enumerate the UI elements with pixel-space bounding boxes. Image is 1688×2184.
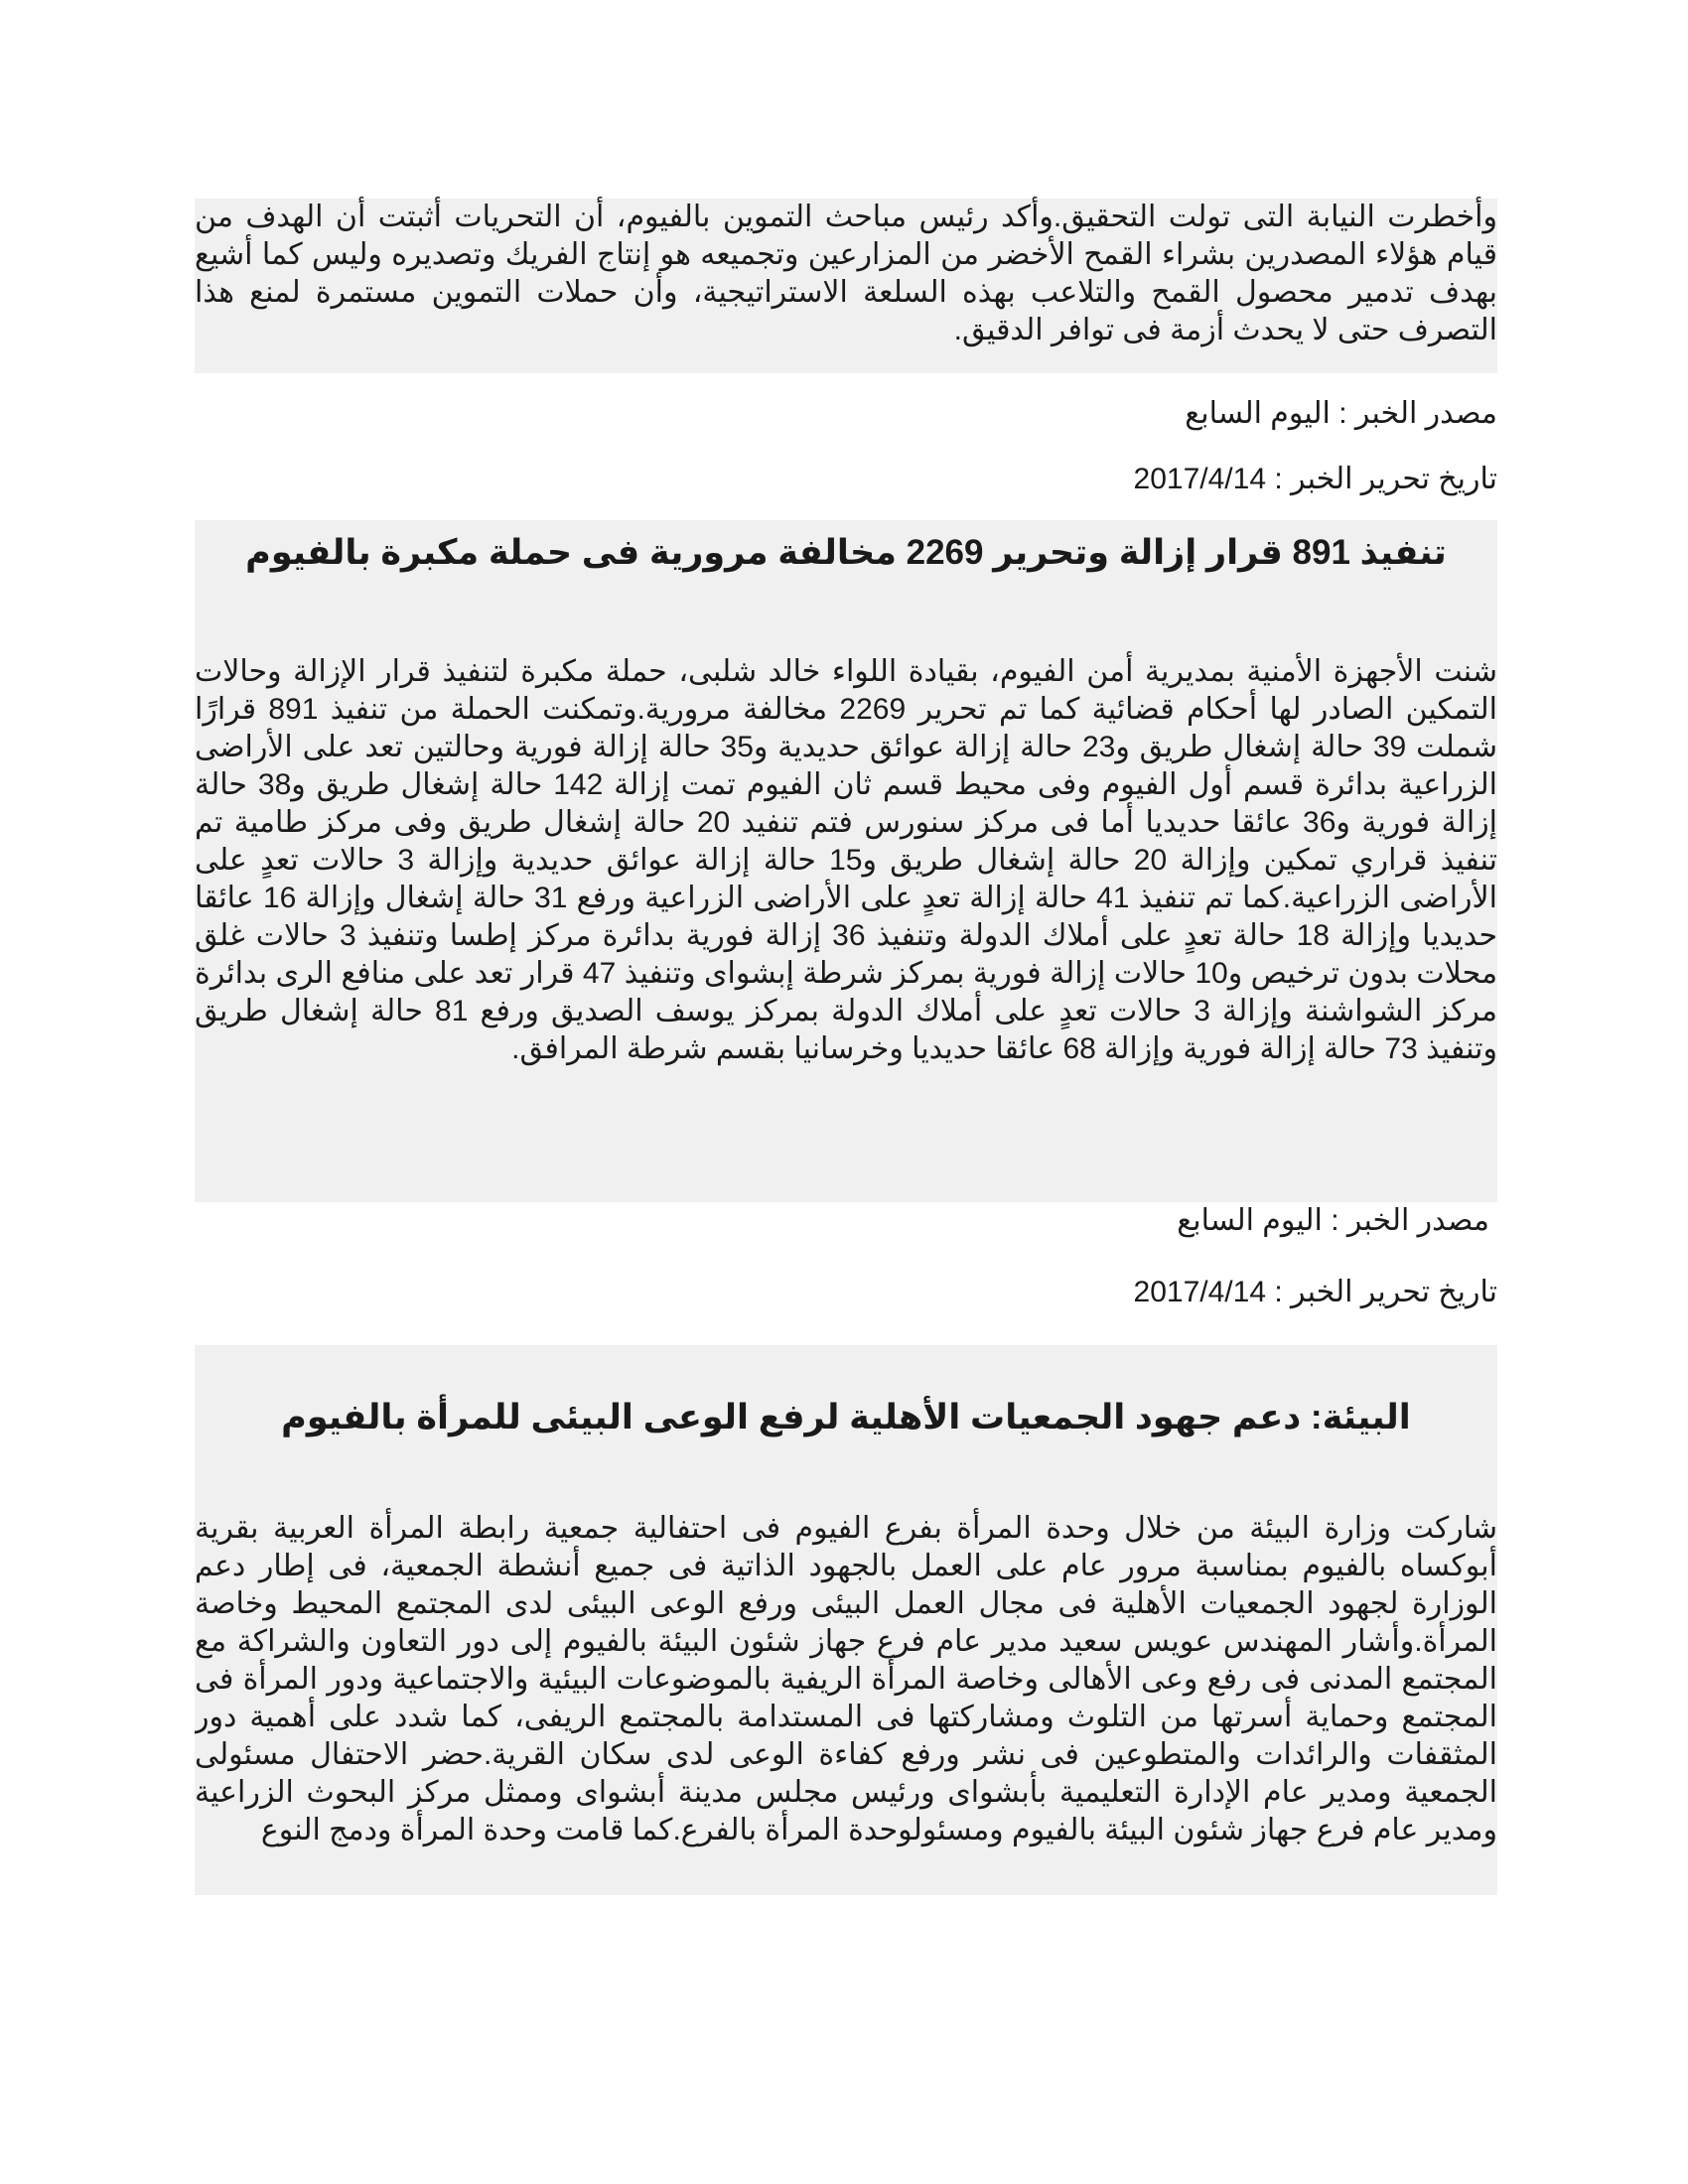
article-3-title: البيئة: دعم جهود الجمعيات الأهلية لرفع الوعى البيئى للمرأة بالفيوم — [281, 1398, 1411, 1436]
article-1-source: مصدر الخبر : اليوم السابع — [1185, 397, 1497, 430]
article-2-title-block — [195, 520, 1497, 614]
article-3-title-block — [195, 1345, 1497, 1458]
article-2-date: تاريخ تحرير الخبر : 2017/4/14 — [1133, 1276, 1497, 1308]
article-2-source: مصدر الخبر : اليوم السابع — [1177, 1204, 1489, 1237]
article-1-date: تاريخ تحرير الخبر : 2017/4/14 — [1133, 463, 1497, 495]
document-page — [195, 199, 1497, 1895]
article-2-title: تنفيذ 891 قرار إزالة وتحرير 2269 مخالفة مرورية فى حملة مكبرة بالفيوم — [245, 533, 1447, 572]
article-1-body-block — [195, 199, 1497, 373]
article-3-body-block — [195, 1458, 1497, 1895]
article-1-body: وأخطرت النيابة التى تولت التحقيق.وأكد رئيس مباحث التموين بالفيوم، أن التحريات أثبتت أن الهدف من قيام هؤلاء المصدرين بشراء القمح الأخضر من المزارعين وتجميعه هو إنتاج الفريك وتصديره وليس كما أشيع بهدف تدمير محصول القمح والتلاعب بهذه السلعة الاستراتيجية، وأن حملات التموين مستمرة لمنع هذا التصرف حتى لا يحدث أزمة فى توافر الدقيق. — [195, 201, 1498, 346]
article-3-body: شاركت وزارة البيئة من خلال وحدة المرأة بفرع الفيوم فى احتفالية جمعية رابطة المرأة العربية بقرية أبوكساه بالفيوم بمناسبة مرور عام على العمل بالجهود الذاتية فى جميع أنشطة الجمعية، فى إطار دعم الوزارة لجهود الجمعيات الأهلية فى مجال العمل البيئى ورفع الوعى البيئى لدى المجتمع المحيط وخاصة المرأة.وأشار المهندس عويس سعيد مدير عام فرع جهاز شئون البيئة بالفيوم إلى دور التعاون والشراكة مع المجتمع المدنى فى رفع وعى الأهالى وخاصة المرأة الريفية بالموضوعات البيئية والاجتماعية ودور المرأة فى المجتمع وحماية أسرتها من التلوث ومشاركتها فى المستدامة بالمجتمع الريفى، كما شدد على أهمية دور المثقفات والرائدات والمتطوعين فى نشر ورفع كفاءة الوعى لدى سكان القرية.حضر الاحتفال مسئولى الجمعية ومدير عام الإدارة التعليمية بأبشواى ورئيس مجلس مدينة أبشواى وممثل مركز البحوث الزراعية ومدير عام فرع جهاز شئون البيئة بالفيوم ومسئولوحدة المرأة بالفرع.كما قامت وحدة المرأة ودمج النوع — [195, 1512, 1497, 1846]
article-2-body-block — [195, 614, 1497, 1202]
article-2-body: شنت الأجهزة الأمنية بمديرية أمن الفيوم، بقيادة اللواء خالد شلبى، حملة مكبرة لتنفيذ قرار الإزالة وحالات التمكين الصادر لها أحكام قضائية كما تم تحرير 2269 مخالفة مرورية.وتمكنت الحملة من تنفيذ 891 قرارًا شملت 39 حالة إشغال طريق و23 حالة إزالة عوائق حديدية و35 حالة إزالة فورية وحالتين تعد على الأراضى الزراعية بدائرة قسم أول الفيوم وفى محيط قسم ثان الفيوم تمت إزالة 142 حالة إشغال طريق و38 حالة إزالة فورية و36 عائقا حديديا أما فى مركز سنورس فتم تنفيد 20 حالة إشغال طريق وفى مركز طامية تم تنفيذ قراري تمكين وإزالة 20 حالة إشغال طريق و15 حالة إزالة عوائق حديدية وإزالة 3 حالات تعدٍ على الأراضى الزراعية.كما تم تنفيذ 41 حالة إزالة تعدٍ على الأراضى الزراعية ورفع 31 حالة إشغال وإزالة 16 عائقا حديديا وإزالة 18 حالة تعدٍ على أملاك الدولة وتنفيذ 36 إزالة فورية بدائرة مركز إطسا وتنفيذ 3 حالات غلق محلات بدون ترخيص و10 حالات إزالة فورية بمركز شرطة إبشواى وتنفيذ 47 قرار تعد على منافع الرى بدائرة مركز الشواشنة وإزالة 3 حالات تعدٍ على أملاك الدولة بمركز يوسف الصديق ورفع 81 حالة إشغال طريق وتنفيذ 73 حالة إزالة فورية وإزالة 68 عائقا حديديا وخرسانيا بقسم شرطة المرافق. — [195, 655, 1498, 1065]
